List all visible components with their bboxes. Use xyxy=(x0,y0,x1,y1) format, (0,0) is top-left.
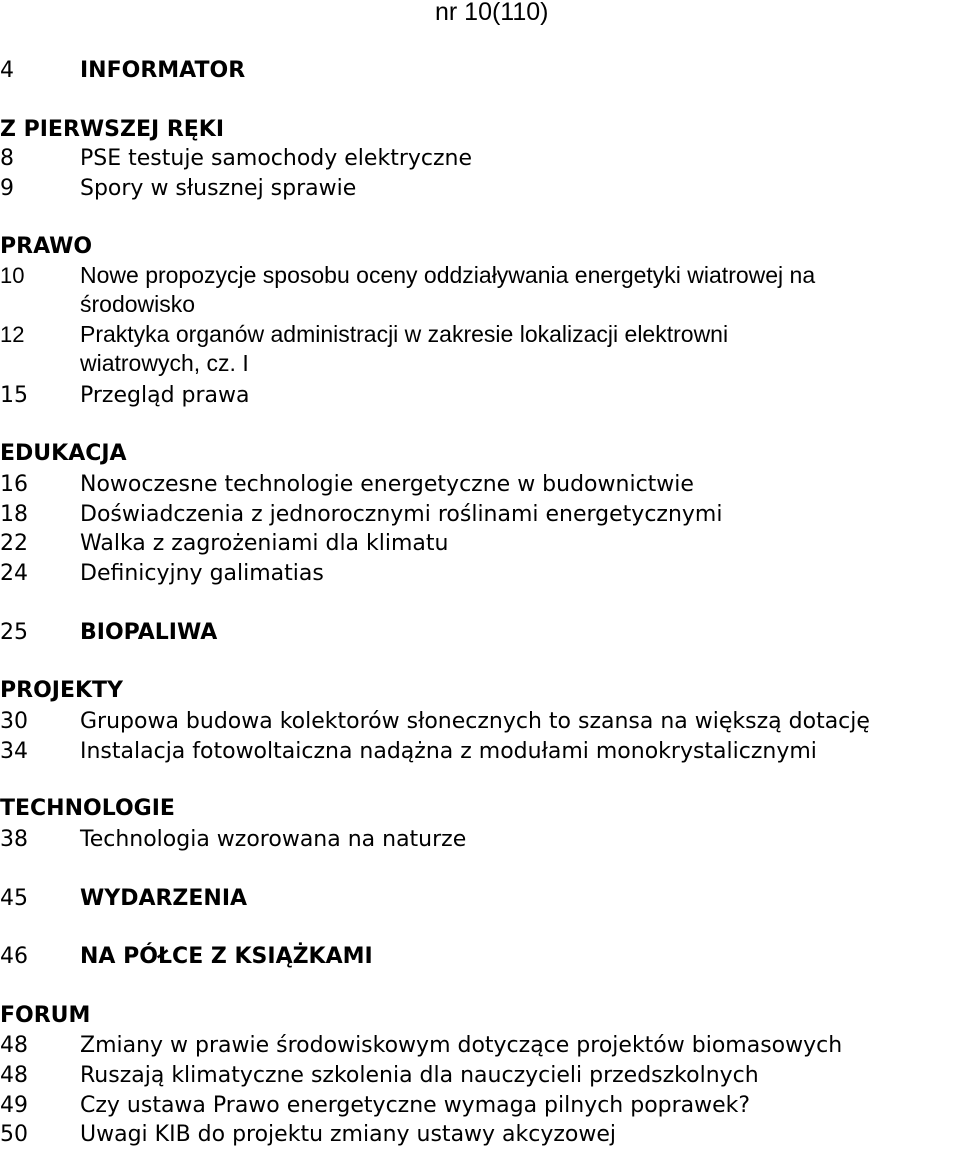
page-number: 24 xyxy=(0,561,28,586)
entry-title: Doświadczenia z jednorocznymi roślinami energetycznymi xyxy=(80,502,723,527)
entry-title: Praktyka organów administracji w zakresie lokalizacji elektrowni xyxy=(80,321,729,347)
entry-title: Nowoczesne technologie energetyczne w budownictwie xyxy=(80,472,694,497)
page-number: 50 xyxy=(0,1122,28,1147)
page-number: 30 xyxy=(0,709,28,734)
section-heading-z-pierwszej-reki: Z PIERWSZEJ RĘKI xyxy=(0,117,225,142)
entry-title: Nowe propozycje sposobu oceny oddziaływania energetyki wiatrowej na xyxy=(80,262,816,288)
page-number: 18 xyxy=(0,502,28,527)
entry-title: Walka z zagrożeniami dla klimatu xyxy=(80,531,449,556)
section-heading-prawo: PRAWO xyxy=(0,234,93,259)
entry-title: Technologia wzorowana na naturze xyxy=(80,827,467,852)
section-heading-projekty: PROJEKTY xyxy=(0,678,123,703)
page-number: 48 xyxy=(0,1063,28,1088)
page-number: 48 xyxy=(0,1033,28,1058)
entry-title: Instalacja fotowoltaiczna nadążna z modułami monokrystalicznymi xyxy=(80,739,817,764)
page-number: 16 xyxy=(0,472,28,497)
page-number: 46 xyxy=(0,944,28,969)
page-number: 22 xyxy=(0,531,28,556)
entry-title: Grupowa budowa kolektorów słonecznych to szansa na większą dotację xyxy=(80,709,870,734)
entry-title: Uwagi KIB do projektu zmiany ustawy akcyzowej xyxy=(80,1122,617,1147)
page-number: 38 xyxy=(0,827,28,852)
page-number: 8 xyxy=(0,146,14,171)
entry-title-continuation: środowisko xyxy=(80,291,196,317)
entry-title-continuation: wiatrowych, cz. I xyxy=(80,350,249,376)
page-number: 10 xyxy=(0,263,25,288)
entry-title: BIOPALIWA xyxy=(80,620,218,645)
page-number: 49 xyxy=(0,1093,28,1118)
entry-title: WYDARZENIA xyxy=(80,886,248,911)
page-number: 9 xyxy=(0,176,14,201)
page-number: 25 xyxy=(0,620,28,645)
entry-title: INFORMATOR xyxy=(80,58,246,83)
entry-title: NA PÓŁCE Z KSIĄŻKAMI xyxy=(80,944,373,969)
page-number: 12 xyxy=(0,322,25,347)
entry-title: Definicyjny galimatias xyxy=(80,561,324,586)
section-heading-forum: FORUM xyxy=(0,1003,91,1028)
entry-title: Ruszają klimatyczne szkolenia dla nauczycieli przedszkolnych xyxy=(80,1063,759,1088)
entry-title: Przegląd prawa xyxy=(80,383,250,408)
section-heading-edukacja: EDUKACJA xyxy=(0,441,127,466)
section-heading-technologie: TECHNOLOGIE xyxy=(0,796,175,821)
entry-title: PSE testuje samochody elektryczne xyxy=(80,146,473,171)
page-number: 4 xyxy=(0,58,14,83)
entry-title: Czy ustawa Prawo energetyczne wymaga pilnych poprawek? xyxy=(80,1093,751,1118)
entry-title: Zmiany w prawie środowiskowym dotyczące projektów biomasowych xyxy=(80,1033,843,1058)
issue-number: nr 10(110) xyxy=(435,0,549,26)
entry-title: Spory w słusznej sprawie xyxy=(80,176,357,201)
page-number: 15 xyxy=(0,383,28,408)
page-number: 34 xyxy=(0,739,28,764)
page-number: 45 xyxy=(0,886,28,911)
